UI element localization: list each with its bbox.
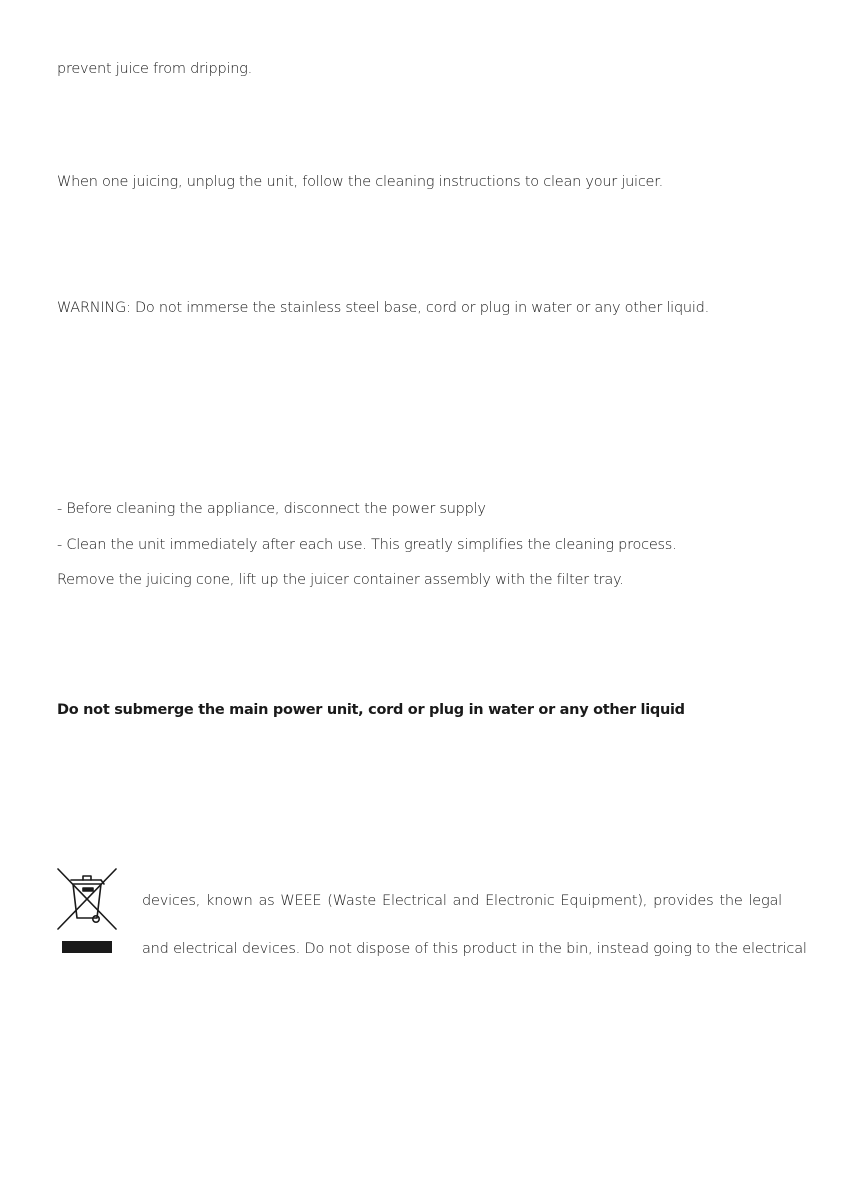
weee-text-line-2: and electrical devices. Do not dispose of this product in the bin, instead going to the electrical bbox=[142, 941, 807, 957]
paragraph-warning: WARNING: Do not immerse the stainless steel base, cord or plug in water or any other liquid. bbox=[57, 300, 709, 316]
list-item-disconnect-power: - Before cleaning the appliance, disconnect the power supply bbox=[57, 501, 486, 517]
weee-text-line-1: devices, known as WEEE (Waste Electrical and Electronic Equipment), provides the legal bbox=[142, 893, 782, 909]
paragraph-do-not-submerge: Do not submerge the main power unit, cord or plug in water or any other liquid bbox=[57, 702, 685, 718]
paragraph-dripping: prevent juice from dripping. bbox=[57, 61, 252, 77]
crossed-out-wheelie-bin-icon bbox=[56, 866, 118, 956]
paragraph-unplug-instructions: When one juicing, unplug the unit, follow the cleaning instructions to clean your juicer. bbox=[57, 174, 663, 190]
paragraph-remove-cone: Remove the juicing cone, lift up the juicer container assembly with the filter tray. bbox=[57, 572, 624, 588]
list-item-clean-after-use: - Clean the unit immediately after each use. This greatly simplifies the cleaning process. bbox=[57, 537, 677, 553]
